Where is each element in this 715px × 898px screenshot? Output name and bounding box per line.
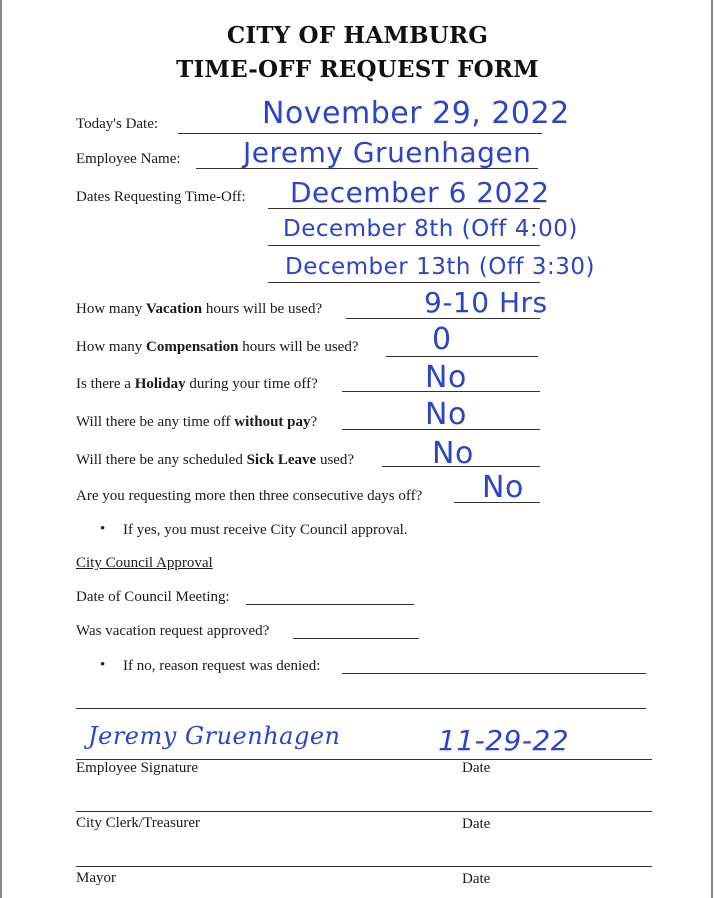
employee-name-value[interactable]: Jeremy Gruenhagen: [243, 136, 532, 169]
denied-bullet: •: [100, 657, 106, 673]
holiday-answer[interactable]: No: [425, 360, 467, 395]
clerk-signature-label: City Clerk/Treasurer: [76, 815, 201, 831]
mayor-date-label: Date: [462, 871, 491, 887]
vacation-question: How many Vacation hours will be used?: [76, 301, 323, 317]
dates-line-2: [268, 245, 540, 246]
mayor-signature-label: Mayor: [76, 870, 116, 886]
compensation-answer[interactable]: 0: [432, 322, 452, 357]
page-left-edge: [0, 0, 2, 898]
denied-reason-field-2[interactable]: [76, 708, 646, 709]
council-meeting-date-field[interactable]: [246, 604, 414, 605]
consecutive-days-question: Are you requesting more then three consecutive days off?: [76, 488, 423, 504]
employee-signature-label: Employee Signature: [76, 760, 199, 776]
employee-date-label: Date: [462, 760, 491, 776]
vacation-answer[interactable]: 9-10 Hrs: [424, 286, 548, 319]
dates-line-3: [268, 282, 540, 283]
sick-leave-answer[interactable]: No: [432, 436, 474, 471]
council-meeting-date-label: Date of Council Meeting:: [76, 589, 230, 605]
employee-signature-date[interactable]: 11-29-22: [438, 724, 570, 757]
mayor-signature-line[interactable]: [76, 866, 652, 867]
today-date-label: Today's Date:: [76, 116, 159, 132]
note-bullet: •: [100, 521, 106, 537]
without-pay-answer[interactable]: No: [425, 397, 467, 432]
dates-value-1[interactable]: December 6 2022: [290, 176, 550, 209]
council-approval-note: If yes, you must receive City Council approval.: [123, 522, 408, 538]
clerk-date-label: Date: [462, 816, 491, 832]
holiday-question: Is there a Holiday during your time off?: [76, 376, 318, 392]
dates-value-3[interactable]: December 13th (Off 3:30): [285, 254, 595, 280]
compensation-question: How many Compensation hours will be used?: [76, 339, 359, 355]
today-date-value[interactable]: November 29, 2022: [262, 96, 570, 131]
today-date-line: [178, 133, 542, 134]
compensation-answer-line: [386, 356, 538, 357]
dates-requesting-label: Dates Requesting Time-Off:: [76, 189, 246, 205]
form-title-city: CITY OF HAMBURG: [226, 22, 489, 49]
consecutive-answer[interactable]: No: [482, 470, 524, 505]
dates-value-2[interactable]: December 8th (Off 4:00): [283, 216, 578, 242]
without-pay-question: Will there be any time off without pay?: [76, 414, 318, 430]
clerk-signature-line[interactable]: [76, 811, 652, 812]
vacation-approved-field[interactable]: [293, 638, 419, 639]
denied-reason-label: If no, reason request was denied:: [123, 658, 321, 674]
employee-signature[interactable]: Jeremy Gruenhagen: [88, 722, 341, 750]
page-right-edge: [711, 0, 713, 898]
form-title-form: TIME-OFF REQUEST FORM: [176, 56, 539, 83]
employee-name-label: Employee Name:: [76, 151, 181, 167]
denied-reason-field[interactable]: [342, 673, 646, 674]
vacation-approved-label: Was vacation request approved?: [76, 623, 270, 639]
sick-leave-question: Will there be any scheduled Sick Leave used?: [76, 452, 355, 468]
council-approval-heading: City Council Approval: [76, 555, 213, 571]
